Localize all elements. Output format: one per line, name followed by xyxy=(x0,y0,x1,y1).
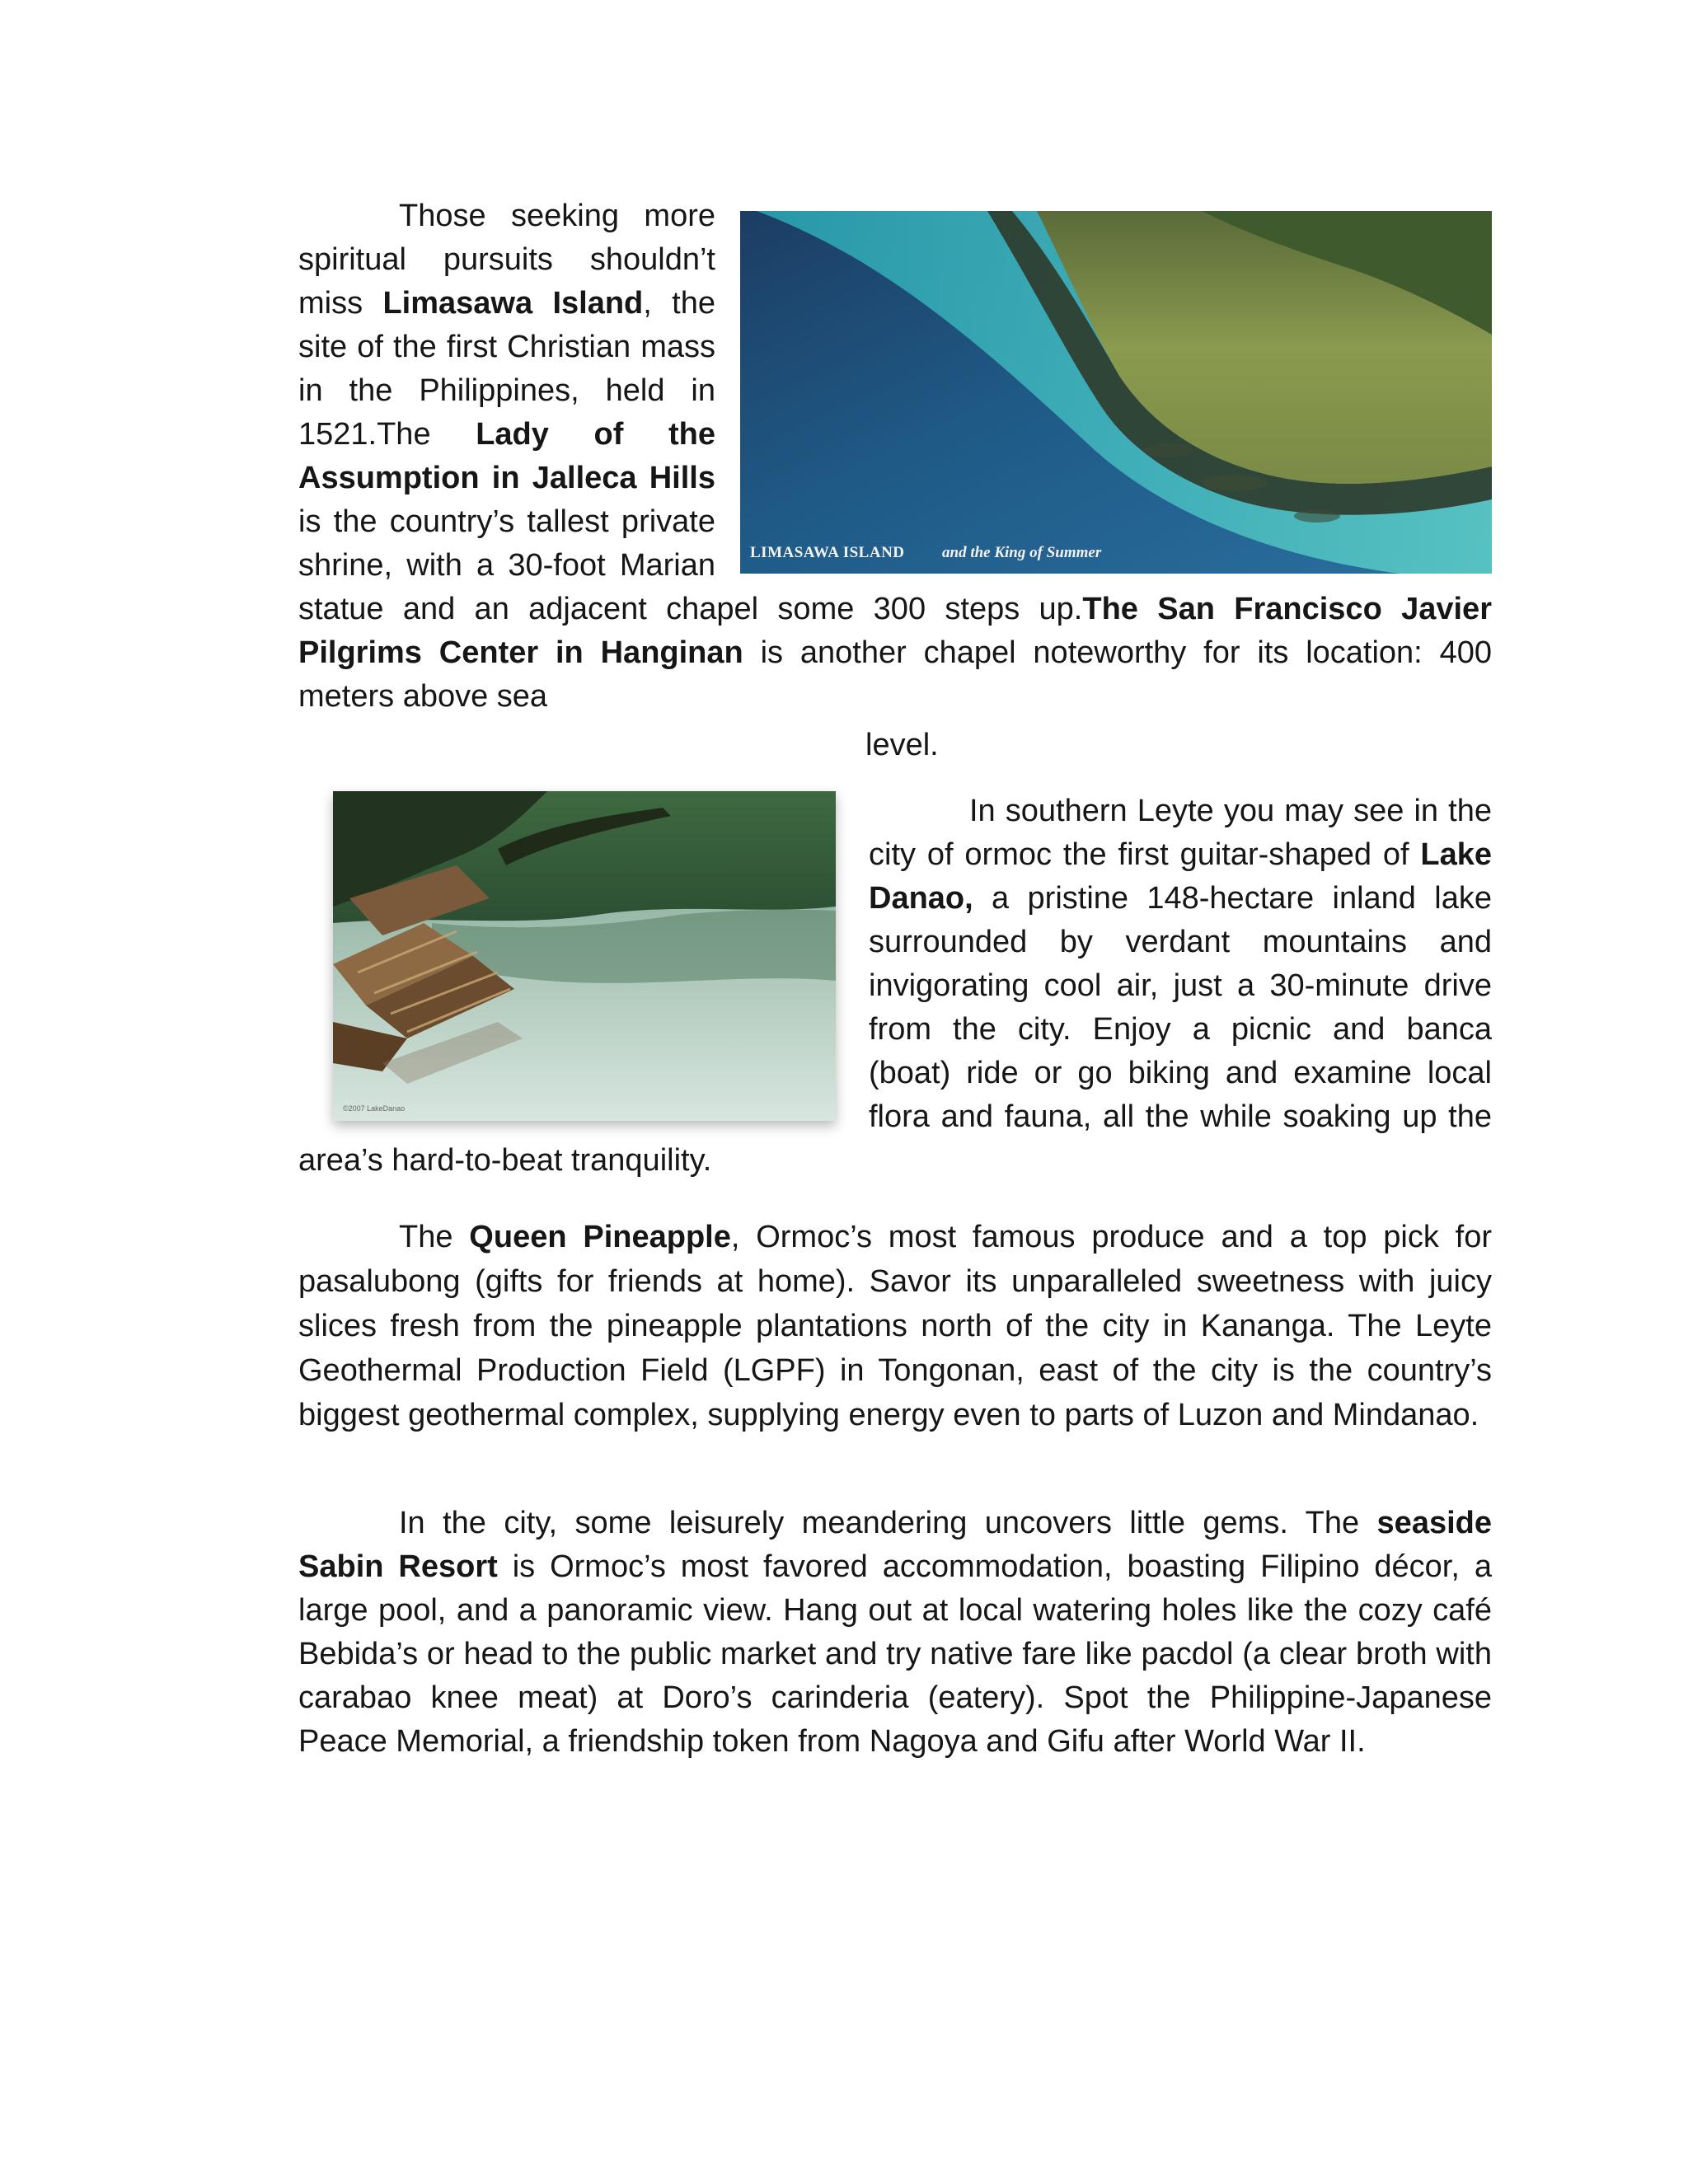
text-run: a pristine 148-hectare inland lake surrounded by verdant mountains and invigorating cool air, just a 30-minute drive from the city. Enjoy a picnic and banca (boat) ride or go biking and examine local flora and fauna, all the while soaking up the area’s hard-to-beat tranquility. xyxy=(298,881,1492,1178)
text-run: is another chapel noteworthy for its location: 400 meters above sea xyxy=(298,635,1492,714)
bold-lake-danao: Lake Danao, xyxy=(869,837,1492,916)
text-run: The xyxy=(399,1220,470,1254)
bold-sabin-resort: seaside Sabin Resort xyxy=(298,1506,1492,1584)
bold-lady-of-assumption: Lady of the Assumption in Jalleca Hills xyxy=(298,417,715,495)
lake-danao-photo xyxy=(333,791,836,1121)
bold-queen-pineapple: Queen Pineapple xyxy=(469,1220,731,1254)
paragraph-limasawa-last-line: level. xyxy=(865,728,939,762)
text-run: , the site of the first Christian mass in the Philippines, held in 1521.The xyxy=(298,286,715,452)
text-run: is Ormoc’s most favored accommodation, boasting Filipino décor, a large pool, and a panoramic view. Hang out at local watering holes like the cozy café Bebida’s or head to the public market and try native fare like pacdol (a clear broth with carabao knee meat) at Doro’s carinderia (eatery). Spot the Philippine-Japanese Peace Memorial, a friendship token from Nagoya and Gifu after World War II. xyxy=(298,1549,1492,1759)
text-run: is the country’s tallest private shrine, with a 30-foot Marian statue and an adjacent chapel some 300 steps up. xyxy=(298,504,1083,626)
photo-watermark: ©2007 LakeDanao xyxy=(343,1104,406,1113)
paragraph-queen-pineapple-text xyxy=(298,1215,1492,1437)
text-run: In the city, some leisurely meandering uncovers little gems. The xyxy=(399,1506,1377,1540)
paragraph-limasawa xyxy=(298,194,1492,719)
photo-caption-sub: and the King of Summer xyxy=(942,544,1102,561)
paragraph-queen-pineapple xyxy=(298,1215,1492,1437)
text-run: Those seeking more spiritual pursuits shouldn’t miss xyxy=(298,199,715,321)
text-run: In southern Leyte you may see in the city of ormoc the first guitar-shaped of xyxy=(869,794,1492,872)
paragraph-sabin-resort xyxy=(298,1502,1492,1764)
paragraph-sabin-resort-text xyxy=(298,1502,1492,1764)
paragraph-lake-danao xyxy=(298,790,1492,1183)
bold-limasawa-island: Limasawa Island xyxy=(382,286,644,321)
bold-pilgrims-center: The San Francisco Javier Pilgrims Center in Hanginan xyxy=(298,592,1492,670)
limasawa-island-photo xyxy=(740,211,1492,574)
text-run: , Ormoc’s most famous produce and a top pick for pasalubong (gifts for friends at home). Savor its unparalleled sweetness with juicy slices fresh from the pineapple plantations north of the city in Kananga. The Leyte Geothermal Production Field (LGPF) in Tongonan, east of the city is the country’s biggest geothermal complex, supplying energy even to parts of Luzon and Mindanao. xyxy=(298,1220,1492,1432)
photo-caption-main: LIMASAWA ISLAND xyxy=(750,544,905,561)
